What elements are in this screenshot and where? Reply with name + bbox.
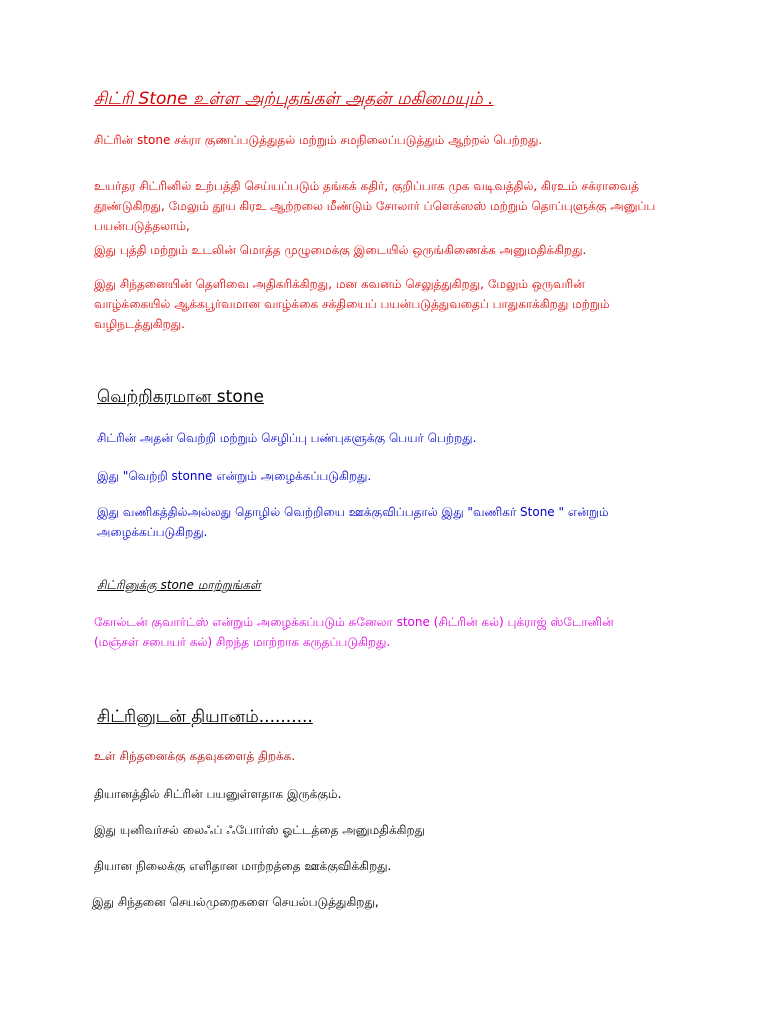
section1-paragraph-4-line-3: வழிநடத்துகிறது. bbox=[94, 317, 185, 331]
section1-paragraph-2-line-3: பயன்படுத்தலாம், bbox=[94, 219, 190, 233]
section4-paragraph-2: தியானத்தில் சிட்ரின் பயனுள்ளதாக இருக்கும். bbox=[94, 787, 342, 801]
section2-paragraph-2: இது "வெற்றி stonne என்றும் அழைக்கப்படுகிறது. bbox=[97, 469, 372, 483]
section1-paragraph-2 bbox=[94, 176, 655, 236]
section4-title: சிட்ரினுடன் தியானம்.......... bbox=[97, 707, 313, 727]
section2-paragraph-3-line-1: இது வணிகத்தில்அல்லது தொழில் வெற்றியை ஊக்குவிப்பதால் இது "வணிகர் Stone " என்றும் bbox=[97, 505, 609, 519]
section1-paragraph-2-line-2: தூண்டுகிறது, மேலும் தூய கிரஉ ஆற்றலை மீண்டும் சோலார் ப்ளெக்ஸஸ் மற்றும் தொப்புளுக்கு அனுப்ப bbox=[94, 199, 656, 213]
section3-paragraph-1 bbox=[94, 612, 614, 652]
section2-title: வெற்றிகரமான stone bbox=[97, 387, 264, 407]
section1-title: சிட்ரி Stone உள்ள அற்புதங்கள் அதன் மகிமையும் . bbox=[94, 89, 494, 109]
section1-paragraph-1: சிட்ரின் stone சக்ரா குணப்படுத்துதல் மற்றும் சமநிலைப்படுத்தும் ஆற்றல் பெற்றது. bbox=[94, 133, 543, 147]
section1-paragraph-2-line-1: உயர்தர சிட்ரினில் உற்பத்தி செய்யப்படும் தங்கக் கதிர், குறிப்பாக முக வடிவத்தில், கிரஉம் சக்ராவைத் bbox=[94, 179, 639, 193]
section1-paragraph-4 bbox=[94, 274, 610, 334]
section3-paragraph-1-line-1: கோல்டன் குவார்ட்ஸ் என்றும் அழைக்கப்படும் சுனேலா stone (சிட்ரின் கல்) புக்ராஜ் ஸ்டோனின் bbox=[94, 615, 614, 629]
section1-paragraph-3: இது புத்தி மற்றும் உடலின் மொத்த முழுமைக்கு இடையில் ஒருங்கிணைக்க அனுமதிக்கிறது. bbox=[94, 243, 587, 257]
section2-paragraph-3 bbox=[97, 502, 609, 542]
section4-paragraph-4: தியான நிலைக்கு எளிதான மாற்றத்தை ஊக்குவிக்கிறது. bbox=[94, 859, 392, 873]
section2-paragraph-1: சிட்ரின் அதன் வெற்றி மற்றும் செழிப்பு பண்புகளுக்கு பெயர் பெற்றது. bbox=[97, 431, 477, 445]
section4-paragraph-3: இது யுனிவர்சல் லைஃப் ஃபோர்ஸ் ஓட்டத்தை அனுமதிக்கிறது bbox=[94, 823, 426, 837]
section3-paragraph-1-line-2: (மஞ்சள் சபையர் கல்) சிறந்த மாற்றாக கருதப்படுகிறது. bbox=[94, 635, 391, 649]
section4-paragraph-1: உள் சிந்தனைக்கு கதவுகளைத் திறக்க. bbox=[94, 749, 296, 763]
section2-paragraph-3-line-2: அழைக்கப்படுகிறது. bbox=[97, 525, 208, 539]
section4-paragraph-5: இது சிந்தனை செயல்முறைகளை செயல்படுத்துகிறது, bbox=[92, 895, 379, 909]
section3-title: சிட்ரினுக்கு stone மாற்றுங்கள் bbox=[97, 578, 261, 592]
section1-paragraph-4-line-2: வாழ்க்கையில் ஆக்கபூர்வமான வாழ்க்கை சக்தியைப் பயன்படுத்துவதைப் பாதுகாக்கிறது மற்றும் bbox=[94, 297, 610, 311]
section1-paragraph-4-line-1: இது சிந்தனையின் தெளிவை அதிகரிக்கிறது, மன கவனம் செலுத்துகிறது, மேலும் ஒருவரின் bbox=[94, 277, 585, 291]
